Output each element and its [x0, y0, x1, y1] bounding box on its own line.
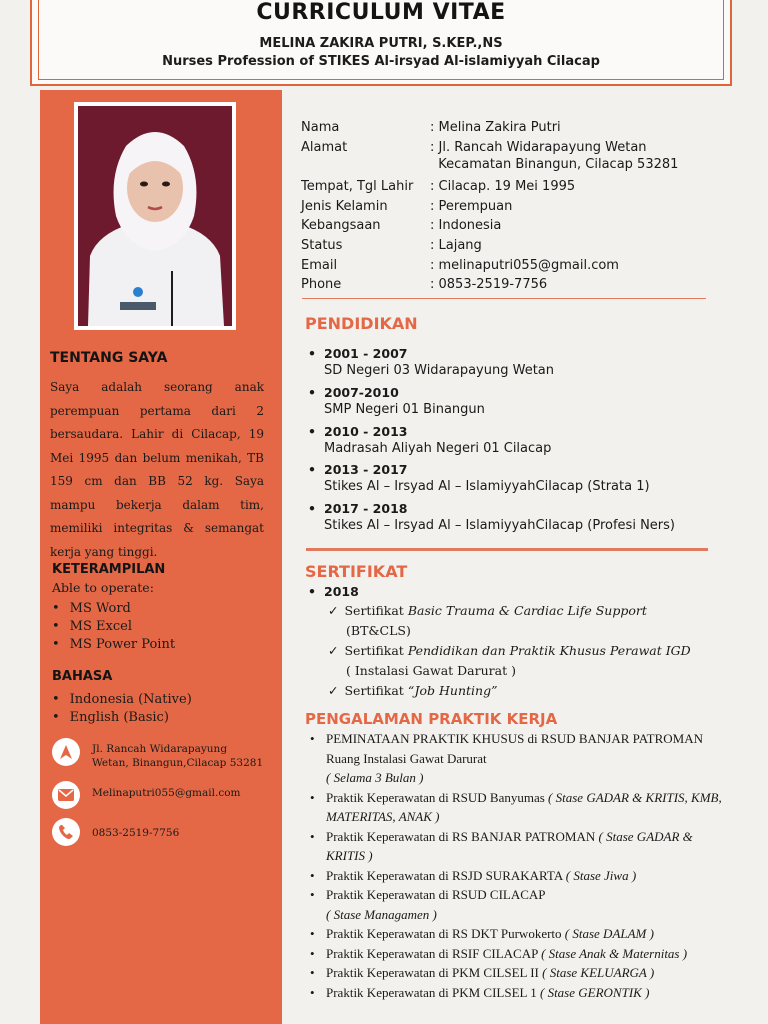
contact-address [52, 738, 280, 770]
certificate-title: Pendidikan dan Praktik Khusus Perawat IGD [407, 643, 691, 658]
info-label: Jenis Kelamin [301, 199, 388, 214]
list-item [328, 601, 728, 621]
education-year: • 2013 - 2017 [308, 462, 728, 477]
experience-detail: ( Stase GADAR & KRITIS, KMB, MATERITAS, ANAK ) [326, 789, 722, 824]
experience-place: Praktik Keperawatan di RSJD SURAKARTA [326, 867, 566, 883]
list-item [328, 681, 728, 701]
education-school: Stikes Al – Irsyad Al – IslamiyyahCilacap (Profesi Ners) [324, 518, 675, 533]
info-value: : Jl. Rancah Widarapayung Wetan [430, 140, 647, 155]
info-label: Kebangsaan [301, 218, 381, 233]
info-value: : Lajang [430, 238, 482, 253]
candidate-profession: Nurses Profession of STIKES Al-irsyad Al-islamiyyah Cilacap [162, 54, 600, 69]
experience-place: Praktik Keperawatan di RS BANJAR PATROMAN [326, 828, 599, 844]
languages-heading: BAHASA [52, 669, 113, 684]
list-item [310, 944, 730, 964]
skills-intro: Able to operate: [52, 580, 154, 595]
education-school: SMP Negeri 01 Binangun [324, 402, 485, 417]
experience-place: Praktik Keperawatan di PKM CILSEL II [326, 965, 543, 980]
list-item [310, 885, 730, 924]
info-value: : Cilacap. 19 Mei 1995 [430, 179, 576, 194]
info-value: : 0853-2519-7756 [430, 277, 548, 292]
experience-detail: ( Stase Jiwa ) [565, 867, 637, 883]
education-school: SD Negeri 03 Widarapayung Wetan [324, 363, 555, 378]
experience-detail: ( Stase DALAM ) [564, 926, 654, 941]
page-title: CURRICULUM VITAE [256, 0, 506, 25]
info-value: : Melina Zakira Putri [430, 120, 561, 135]
experience-place: Praktik Keperawatan di RSUD CILACAP [326, 887, 546, 902]
experience-detail: ( Stase KELUARGA ) [542, 965, 655, 980]
email-icon [52, 781, 80, 809]
certificate-year: • 2018 [308, 584, 728, 599]
list-item [308, 385, 728, 417]
phone-icon [52, 818, 80, 846]
check-icon: ✓ [328, 683, 339, 698]
skills-heading: KETERAMPILAN [52, 562, 166, 577]
list-item [308, 501, 728, 533]
experience-detail: ( Stase GERONTIK ) [539, 984, 650, 1000]
education-year: • 2001 - 2007 [308, 346, 728, 361]
skills-list [52, 600, 175, 654]
check-icon: ✓ [328, 603, 339, 618]
list-item: • Indonesia (Native) [52, 691, 192, 709]
certificate-title: Basic Trauma & Cardiac Life Support [407, 603, 647, 618]
about-heading: TENTANG SAYA [50, 350, 168, 366]
header-box [30, 0, 732, 86]
experience-heading: PENGALAMAN PRAKTIK KERJA [305, 710, 558, 728]
experience-detail: ( Stase Managamen ) [326, 906, 437, 922]
list-item: • MS Excel [52, 618, 175, 636]
experience-place: Praktik Keperawatan di RS DKT Purwokerto [326, 926, 565, 941]
about-text: Saya adalah seorang anak perempuan pertama dari 2 bersaudara. Lahir di Cilacap, 19 Mei 1995 dan belum menikah, TB 159 cm dan BB 52 kg. Saya mampu bekerja dalam tim, memiliki integritas & semangat kerja yang tinggi. [50, 380, 264, 559]
experience-detail: ( Stase Anak & Maternitas ) [541, 945, 688, 961]
info-value: : Indonesia [430, 218, 502, 233]
header-inner-frame [38, 0, 724, 80]
certificate-prefix: Sertifikat [344, 603, 408, 618]
list-item: • MS Word [52, 600, 175, 618]
experience-place: Praktik Keperawatan di RSIF CILACAP [326, 945, 542, 961]
list-item [310, 924, 730, 944]
info-label: Email [301, 258, 338, 273]
list-item [310, 729, 730, 788]
list-item: • MS Power Point [52, 636, 175, 654]
profile-photo [74, 102, 236, 330]
check-icon: ✓ [328, 643, 339, 658]
education-year: • 2007-2010 [308, 385, 728, 400]
experience-list [310, 729, 730, 1002]
list-item [328, 641, 728, 661]
person-portrait-icon [78, 106, 232, 326]
address-line-2: Wetan, Binangun,Cilacap 53281 [92, 757, 264, 769]
list-item [308, 346, 728, 378]
certificate-note: (BT&CLS) [346, 623, 411, 638]
experience-place: Praktik Keperawatan di RSUD Banyumas [326, 789, 549, 805]
info-label: Status [301, 238, 343, 253]
phone-text: 0853-2519-7756 [92, 827, 180, 839]
certificate-prefix: Sertifikat [344, 683, 408, 698]
certificate-prefix: Sertifikat [344, 643, 408, 658]
experience-place: Praktik Keperawatan di PKM CILSEL 1 [326, 984, 540, 1000]
info-value: : melinaputri055@gmail.com [430, 258, 619, 273]
address-line-1: Jl. Rancah Widarapayung [92, 743, 228, 755]
contact-phone [52, 818, 280, 846]
education-year: • 2017 - 2018 [308, 501, 728, 516]
education-year: • 2010 - 2013 [308, 424, 728, 439]
list-item [310, 963, 730, 983]
list-item [310, 827, 730, 866]
contact-email [52, 781, 280, 809]
info-label: Alamat [301, 140, 348, 155]
education-school: Stikes Al – Irsyad Al – IslamiyyahCilacap (Strata 1) [324, 479, 650, 494]
info-label: Tempat, Tgl Lahir [301, 179, 414, 194]
info-label: Phone [301, 277, 342, 292]
list-item [310, 788, 730, 827]
education-school: Madrasah Aliyah Negeri 01 Cilacap [324, 441, 552, 456]
certificate-title: “Job Hunting” [407, 683, 498, 698]
list-item: • English (Basic) [52, 709, 192, 727]
location-icon [52, 738, 80, 766]
experience-place: PEMINATAAN PRAKTIK KHUSUS di RSUD BANJAR PATROMAN Ruang Instalasi Gawat Darurat [326, 731, 703, 766]
candidate-name: MELINA ZAKIRA PUTRI, S.KEP.,NS [259, 36, 503, 51]
certificate-note: ( Instalasi Gawat Darurat ) [346, 663, 516, 678]
list-item [310, 983, 730, 1003]
list-item [308, 462, 728, 494]
info-value: Kecamatan Binangun, Cilacap 53281 [430, 157, 679, 172]
certificates-list [308, 584, 728, 701]
experience-detail: ( Stase GADAR & KRITIS ) [326, 828, 693, 863]
email-text: Melinaputri055@gmail.com [92, 787, 241, 799]
languages-list [52, 691, 192, 727]
divider [306, 548, 708, 551]
education-heading: PENDIDIKAN [305, 314, 418, 333]
experience-detail: ( Selama 3 Bulan ) [326, 770, 424, 785]
list-item [310, 866, 730, 886]
info-label: Nama [301, 120, 340, 135]
certificates-heading: SERTIFIKAT [305, 562, 408, 581]
info-value: : Perempuan [430, 199, 513, 214]
divider [302, 298, 706, 299]
list-item [308, 424, 728, 456]
photo-frame [78, 106, 232, 326]
